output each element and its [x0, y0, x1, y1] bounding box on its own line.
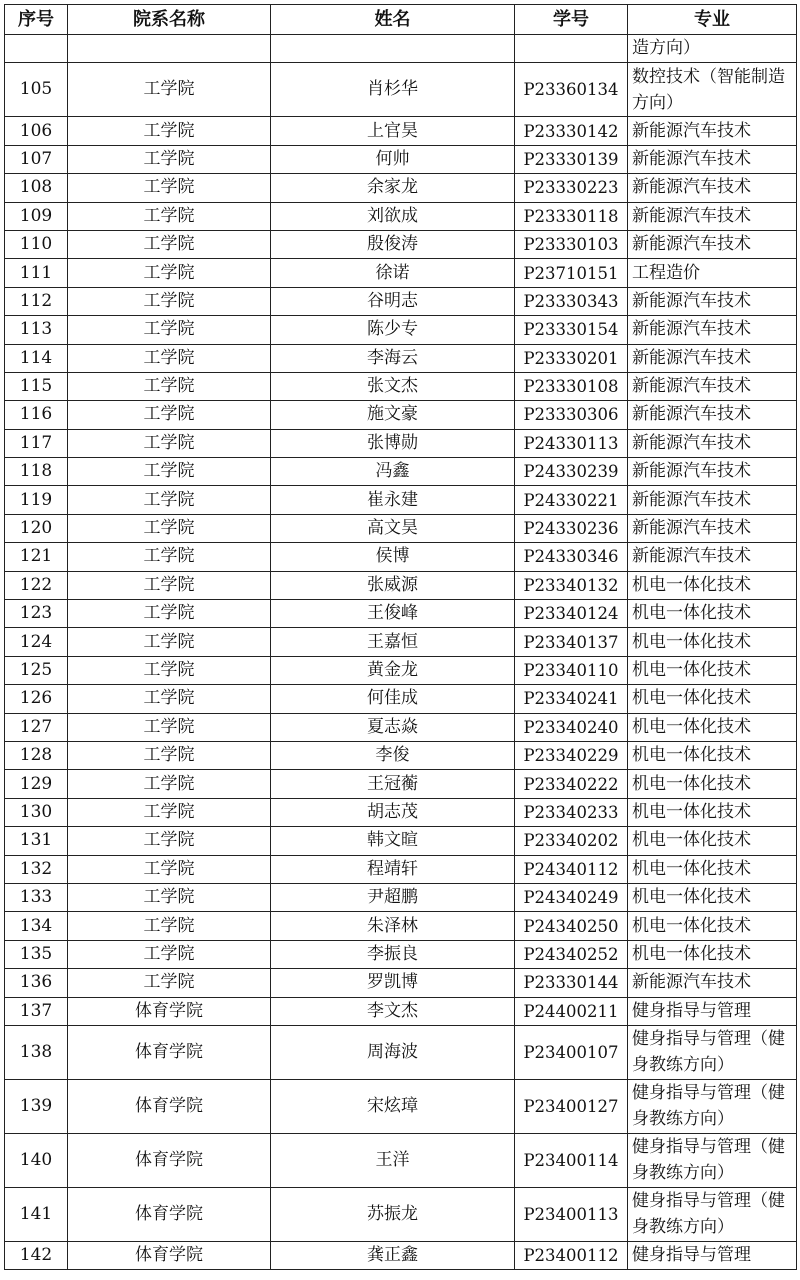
cell-college: 体育学院: [68, 1079, 271, 1133]
table-row: [5, 855, 797, 883]
cell-name: [271, 35, 515, 63]
cell-seq: 140: [5, 1133, 68, 1187]
cell-major: 新能源汽车技术: [628, 514, 797, 542]
cell-major: 健身指导与管理（健身教练方向）: [628, 1133, 797, 1187]
header-seq: 序号: [5, 5, 68, 35]
cell-college: 工学院: [68, 429, 271, 457]
cell-major: 新能源汽车技术: [628, 174, 797, 202]
cell-major: 新能源汽车技术: [628, 316, 797, 344]
cell-college: 工学院: [68, 912, 271, 940]
cell-seq: 142: [5, 1241, 68, 1269]
cell-seq: 139: [5, 1079, 68, 1133]
cell-college: 工学院: [68, 202, 271, 230]
cell-college: 工学院: [68, 145, 271, 173]
cell-name: 张威源: [271, 571, 515, 599]
cell-major: 新能源汽车技术: [628, 401, 797, 429]
table-row: [5, 287, 797, 315]
table-row: [5, 458, 797, 486]
cell-student-id: P23400112: [515, 1241, 628, 1269]
table-row: [5, 401, 797, 429]
cell-seq: 133: [5, 883, 68, 911]
cell-major: 机电一体化技术: [628, 571, 797, 599]
cell-seq: 106: [5, 117, 68, 145]
cell-student-id: P23330139: [515, 145, 628, 173]
cell-name: 崔永建: [271, 486, 515, 514]
cell-major: 机电一体化技术: [628, 798, 797, 826]
continuation-row: [5, 35, 797, 63]
cell-name: 刘欲成: [271, 202, 515, 230]
cell-name: 胡志茂: [271, 798, 515, 826]
cell-college: 体育学院: [68, 1241, 271, 1269]
cell-major: 数控技术（智能制造方向）: [628, 63, 797, 117]
cell-college: 体育学院: [68, 997, 271, 1025]
table-row: [5, 543, 797, 571]
cell-college: 工学院: [68, 543, 271, 571]
student-list-table: [4, 4, 797, 1270]
table-row: [5, 770, 797, 798]
cell-name: 余家龙: [271, 174, 515, 202]
cell-student-id: P23400127: [515, 1079, 628, 1133]
cell-college: 工学院: [68, 770, 271, 798]
cell-major: 健身指导与管理（健身教练方向）: [628, 1025, 797, 1079]
cell-seq: 129: [5, 770, 68, 798]
table-row: [5, 63, 797, 117]
table-row: [5, 429, 797, 457]
cell-major: 造方向）: [628, 35, 797, 63]
cell-seq: 128: [5, 741, 68, 769]
cell-name: 王俊峰: [271, 600, 515, 628]
table-row: [5, 486, 797, 514]
cell-college: 体育学院: [68, 1025, 271, 1079]
cell-name: 冯鑫: [271, 458, 515, 486]
table-row: [5, 1133, 797, 1187]
cell-name: 苏振龙: [271, 1187, 515, 1241]
cell-college: 工学院: [68, 940, 271, 968]
cell-name: 龚正鑫: [271, 1241, 515, 1269]
cell-name: 张文杰: [271, 372, 515, 400]
cell-seq: [5, 35, 68, 63]
cell-college: 工学院: [68, 741, 271, 769]
cell-seq: 112: [5, 287, 68, 315]
table-row: [5, 514, 797, 542]
cell-college: 工学院: [68, 401, 271, 429]
cell-college: 工学院: [68, 798, 271, 826]
table-row: [5, 372, 797, 400]
cell-student-id: P23360134: [515, 63, 628, 117]
cell-college: 工学院: [68, 174, 271, 202]
cell-name: 何佳成: [271, 685, 515, 713]
cell-student-id: P23330201: [515, 344, 628, 372]
cell-major: 新能源汽车技术: [628, 543, 797, 571]
cell-major: 新能源汽车技术: [628, 230, 797, 258]
cell-college: 工学院: [68, 855, 271, 883]
table-row: [5, 259, 797, 287]
cell-major: 新能源汽车技术: [628, 429, 797, 457]
cell-seq: 135: [5, 940, 68, 968]
cell-major: 新能源汽车技术: [628, 372, 797, 400]
cell-college: 工学院: [68, 372, 271, 400]
table-row: [5, 713, 797, 741]
cell-seq: 117: [5, 429, 68, 457]
cell-student-id: P23340132: [515, 571, 628, 599]
cell-student-id: P24340249: [515, 883, 628, 911]
header-row: [5, 5, 797, 35]
cell-name: 李振良: [271, 940, 515, 968]
cell-name: 殷俊涛: [271, 230, 515, 258]
table-row: [5, 230, 797, 258]
table-row: [5, 969, 797, 997]
cell-student-id: P24340252: [515, 940, 628, 968]
cell-college: 工学院: [68, 600, 271, 628]
cell-major: 机电一体化技术: [628, 770, 797, 798]
cell-seq: 123: [5, 600, 68, 628]
table-row: [5, 1079, 797, 1133]
table-row: [5, 174, 797, 202]
cell-seq: 126: [5, 685, 68, 713]
table-row: [5, 685, 797, 713]
header-college: 院系名称: [68, 5, 271, 35]
cell-seq: 109: [5, 202, 68, 230]
cell-seq: 118: [5, 458, 68, 486]
cell-student-id: P23340124: [515, 600, 628, 628]
cell-name: 王嘉恒: [271, 628, 515, 656]
table-row: [5, 1241, 797, 1269]
cell-seq: 131: [5, 827, 68, 855]
cell-college: 体育学院: [68, 1133, 271, 1187]
cell-major: 新能源汽车技术: [628, 486, 797, 514]
cell-name: 徐诺: [271, 259, 515, 287]
cell-college: 工学院: [68, 571, 271, 599]
cell-student-id: P23400113: [515, 1187, 628, 1241]
cell-student-id: P23340222: [515, 770, 628, 798]
cell-student-id: P23330223: [515, 174, 628, 202]
cell-college: 工学院: [68, 458, 271, 486]
cell-major: 健身指导与管理: [628, 1241, 797, 1269]
cell-college: 工学院: [68, 344, 271, 372]
cell-student-id: P23340110: [515, 656, 628, 684]
cell-name: 施文豪: [271, 401, 515, 429]
cell-major: 新能源汽车技术: [628, 969, 797, 997]
cell-seq: 136: [5, 969, 68, 997]
cell-seq: 105: [5, 63, 68, 117]
cell-major: 新能源汽车技术: [628, 344, 797, 372]
cell-student-id: P23400114: [515, 1133, 628, 1187]
cell-student-id: P24330346: [515, 543, 628, 571]
cell-major: 机电一体化技术: [628, 685, 797, 713]
cell-college: 工学院: [68, 827, 271, 855]
cell-student-id: P23710151: [515, 259, 628, 287]
cell-student-id: P23330108: [515, 372, 628, 400]
cell-seq: 119: [5, 486, 68, 514]
table-row: [5, 202, 797, 230]
cell-college: 工学院: [68, 685, 271, 713]
cell-name: 王冠蘅: [271, 770, 515, 798]
cell-seq: 134: [5, 912, 68, 940]
cell-name: 夏志焱: [271, 713, 515, 741]
cell-student-id: P23340202: [515, 827, 628, 855]
cell-major: 新能源汽车技术: [628, 458, 797, 486]
cell-name: 韩文暄: [271, 827, 515, 855]
cell-student-id: P23330306: [515, 401, 628, 429]
cell-student-id: P24330236: [515, 514, 628, 542]
cell-seq: 130: [5, 798, 68, 826]
cell-student-id: P23330154: [515, 316, 628, 344]
cell-college: 工学院: [68, 656, 271, 684]
table-row: [5, 1187, 797, 1241]
table-row: [5, 1025, 797, 1079]
cell-college: 工学院: [68, 287, 271, 315]
cell-name: 高文昊: [271, 514, 515, 542]
cell-student-id: P23330118: [515, 202, 628, 230]
cell-college: 工学院: [68, 63, 271, 117]
cell-college: 工学院: [68, 514, 271, 542]
table-row: [5, 827, 797, 855]
cell-major: 新能源汽车技术: [628, 117, 797, 145]
cell-student-id: P24340112: [515, 855, 628, 883]
table-row: [5, 997, 797, 1025]
cell-major: 健身指导与管理: [628, 997, 797, 1025]
cell-student-id: [515, 35, 628, 63]
cell-college: 工学院: [68, 628, 271, 656]
table-row: [5, 628, 797, 656]
cell-seq: 122: [5, 571, 68, 599]
cell-student-id: P23340241: [515, 685, 628, 713]
table-row: [5, 741, 797, 769]
cell-seq: 121: [5, 543, 68, 571]
table-row: [5, 940, 797, 968]
cell-major: 机电一体化技术: [628, 883, 797, 911]
cell-student-id: P24330113: [515, 429, 628, 457]
cell-major: 机电一体化技术: [628, 741, 797, 769]
cell-student-id: P23340137: [515, 628, 628, 656]
cell-seq: 127: [5, 713, 68, 741]
cell-name: 何帅: [271, 145, 515, 173]
cell-college: 工学院: [68, 969, 271, 997]
cell-college: [68, 35, 271, 63]
table-row: [5, 656, 797, 684]
cell-major: 健身指导与管理（健身教练方向）: [628, 1079, 797, 1133]
cell-student-id: P23340229: [515, 741, 628, 769]
cell-name: 肖杉华: [271, 63, 515, 117]
table-row: [5, 883, 797, 911]
cell-name: 朱泽林: [271, 912, 515, 940]
cell-student-id: P24330239: [515, 458, 628, 486]
cell-major: 新能源汽车技术: [628, 287, 797, 315]
cell-major: 机电一体化技术: [628, 656, 797, 684]
cell-seq: 115: [5, 372, 68, 400]
cell-name: 李文杰: [271, 997, 515, 1025]
cell-name: 张博勋: [271, 429, 515, 457]
cell-seq: 125: [5, 656, 68, 684]
cell-college: 工学院: [68, 883, 271, 911]
cell-name: 尹超鹏: [271, 883, 515, 911]
cell-student-id: P23330103: [515, 230, 628, 258]
cell-name: 李俊: [271, 741, 515, 769]
cell-student-id: P23330142: [515, 117, 628, 145]
cell-name: 周海波: [271, 1025, 515, 1079]
cell-student-id: P23340233: [515, 798, 628, 826]
table-row: [5, 600, 797, 628]
cell-college: 工学院: [68, 259, 271, 287]
header-major: 专业: [628, 5, 797, 35]
cell-student-id: P23330144: [515, 969, 628, 997]
table-row: [5, 117, 797, 145]
cell-college: 工学院: [68, 230, 271, 258]
cell-major: 工程造价: [628, 259, 797, 287]
cell-name: 黄金龙: [271, 656, 515, 684]
cell-seq: 114: [5, 344, 68, 372]
cell-major: 机电一体化技术: [628, 827, 797, 855]
cell-student-id: P23330343: [515, 287, 628, 315]
cell-seq: 116: [5, 401, 68, 429]
cell-major: 机电一体化技术: [628, 912, 797, 940]
cell-major: 新能源汽车技术: [628, 202, 797, 230]
cell-major: 健身指导与管理（健身教练方向）: [628, 1187, 797, 1241]
cell-student-id: P23340240: [515, 713, 628, 741]
cell-name: 谷明志: [271, 287, 515, 315]
cell-seq: 137: [5, 997, 68, 1025]
table-row: [5, 798, 797, 826]
table-row: [5, 571, 797, 599]
header-student-id: 学号: [515, 5, 628, 35]
cell-major: 机电一体化技术: [628, 600, 797, 628]
cell-name: 侯博: [271, 543, 515, 571]
cell-seq: 107: [5, 145, 68, 173]
cell-student-id: P23400107: [515, 1025, 628, 1079]
cell-major: 机电一体化技术: [628, 628, 797, 656]
cell-seq: 141: [5, 1187, 68, 1241]
cell-major: 新能源汽车技术: [628, 145, 797, 173]
cell-major: 机电一体化技术: [628, 713, 797, 741]
cell-name: 李海云: [271, 344, 515, 372]
cell-college: 工学院: [68, 316, 271, 344]
cell-student-id: P24340250: [515, 912, 628, 940]
cell-college: 体育学院: [68, 1187, 271, 1241]
cell-name: 王洋: [271, 1133, 515, 1187]
cell-student-id: P24400211: [515, 997, 628, 1025]
cell-seq: 110: [5, 230, 68, 258]
table-row: [5, 316, 797, 344]
cell-seq: 124: [5, 628, 68, 656]
cell-seq: 111: [5, 259, 68, 287]
cell-seq: 113: [5, 316, 68, 344]
cell-seq: 120: [5, 514, 68, 542]
table-row: [5, 344, 797, 372]
cell-name: 宋炫璋: [271, 1079, 515, 1133]
cell-major: 机电一体化技术: [628, 940, 797, 968]
cell-student-id: P24330221: [515, 486, 628, 514]
cell-name: 程靖轩: [271, 855, 515, 883]
cell-seq: 132: [5, 855, 68, 883]
cell-name: 上官昊: [271, 117, 515, 145]
cell-college: 工学院: [68, 117, 271, 145]
cell-seq: 108: [5, 174, 68, 202]
header-name: 姓名: [271, 5, 515, 35]
table-row: [5, 912, 797, 940]
cell-name: 陈少专: [271, 316, 515, 344]
cell-seq: 138: [5, 1025, 68, 1079]
cell-name: 罗凯博: [271, 969, 515, 997]
table-row: [5, 145, 797, 173]
cell-major: 机电一体化技术: [628, 855, 797, 883]
cell-college: 工学院: [68, 486, 271, 514]
cell-college: 工学院: [68, 713, 271, 741]
